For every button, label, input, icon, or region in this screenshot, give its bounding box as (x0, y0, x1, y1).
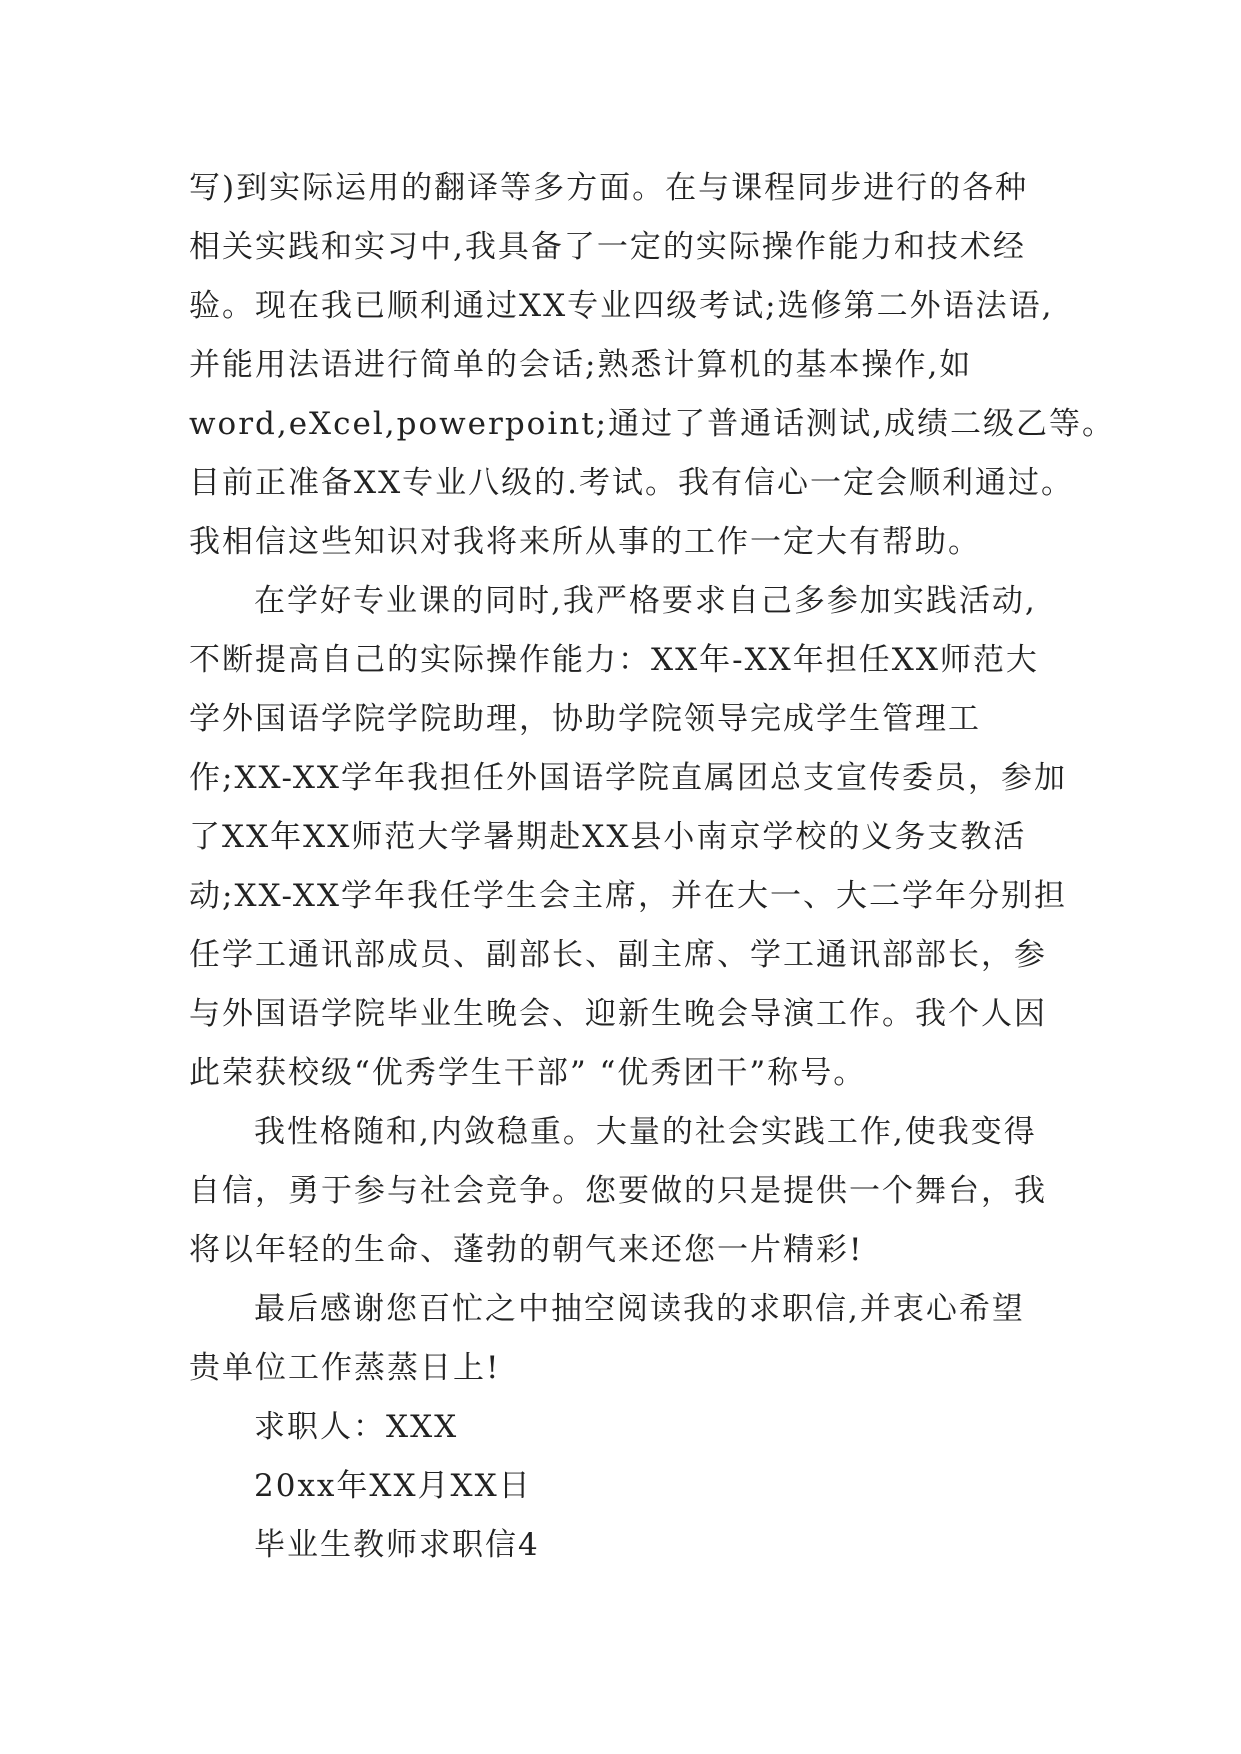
body-text-line: 验。现在我已顺利通过XX专业四级考试;选修第二外语法语, (189, 288, 1054, 324)
body-text-line: 与外国语学院毕业生晚会、迎新生晚会导演工作。我个人因 (189, 996, 1047, 1032)
body-text-line: 作;XX-XX学年我担任外国语学院直属团总支宣传委员，参加 (189, 760, 1067, 796)
body-text-line: 此荣获校级“优秀学生干部” “优秀团干”称号。 (189, 1055, 867, 1091)
body-text-line: 相关实践和实习中,我具备了一定的实际操作能力和技术经 (189, 229, 1026, 265)
body-text-line: 动;XX-XX学年我任学生会主席，并在大一、大二学年分别担 (189, 878, 1067, 914)
body-text-line: word,eXcel,powerpoint;通过了普通话测试,成绩二级乙等。 (189, 406, 1115, 442)
body-text-line: 学外国语学院学院助理，协助学院领导完成学生管理工 (189, 701, 981, 737)
body-text-line: 了XX年XX师范大学暑期赴XX县小南京学校的义务支教活 (189, 819, 1027, 855)
body-text-line: 不断提高自己的实际操作能力：XX年-XX年担任XX师范大 (189, 642, 1039, 678)
paragraph-start-line: 我性格随和,内敛稳重。大量的社会实践工作,使我变得 (254, 1114, 1037, 1150)
next-letter-heading: 毕业生教师求职信4 (254, 1527, 540, 1563)
paragraph-start-line: 最后感谢您百忙之中抽空阅读我的求职信,并衷心希望 (254, 1291, 1025, 1327)
body-text-line: 并能用法语进行简单的会话;熟悉计算机的基本操作,如 (189, 347, 973, 383)
signature-applicant: 求职人：XXX (254, 1409, 459, 1445)
paragraph-start-line: 在学好专业课的同时,我严格要求自己多参加实践活动, (254, 583, 1037, 619)
body-text-line: 自信，勇于参与社会竞争。您要做的只是提供一个舞台，我 (189, 1173, 1047, 1209)
body-text-line: 目前正准备XX专业八级的.考试。我有信心一定会顺利通过。 (189, 465, 1074, 501)
body-text-line: 贵单位工作蒸蒸日上! (189, 1350, 501, 1386)
body-text-line: 写)到实际运用的翻译等多方面。在与课程同步进行的各种 (189, 170, 1029, 206)
signature-date: 20xx年XX月XX日 (254, 1468, 532, 1504)
body-text-line: 将以年轻的生命、蓬勃的朝气来还您一片精彩! (189, 1232, 864, 1268)
body-text-line: 任学工通讯部成员、副部长、副主席、学工通讯部部长，参 (189, 937, 1047, 973)
body-text-line: 我相信这些知识对我将来所从事的工作一定大有帮助。 (189, 524, 981, 560)
